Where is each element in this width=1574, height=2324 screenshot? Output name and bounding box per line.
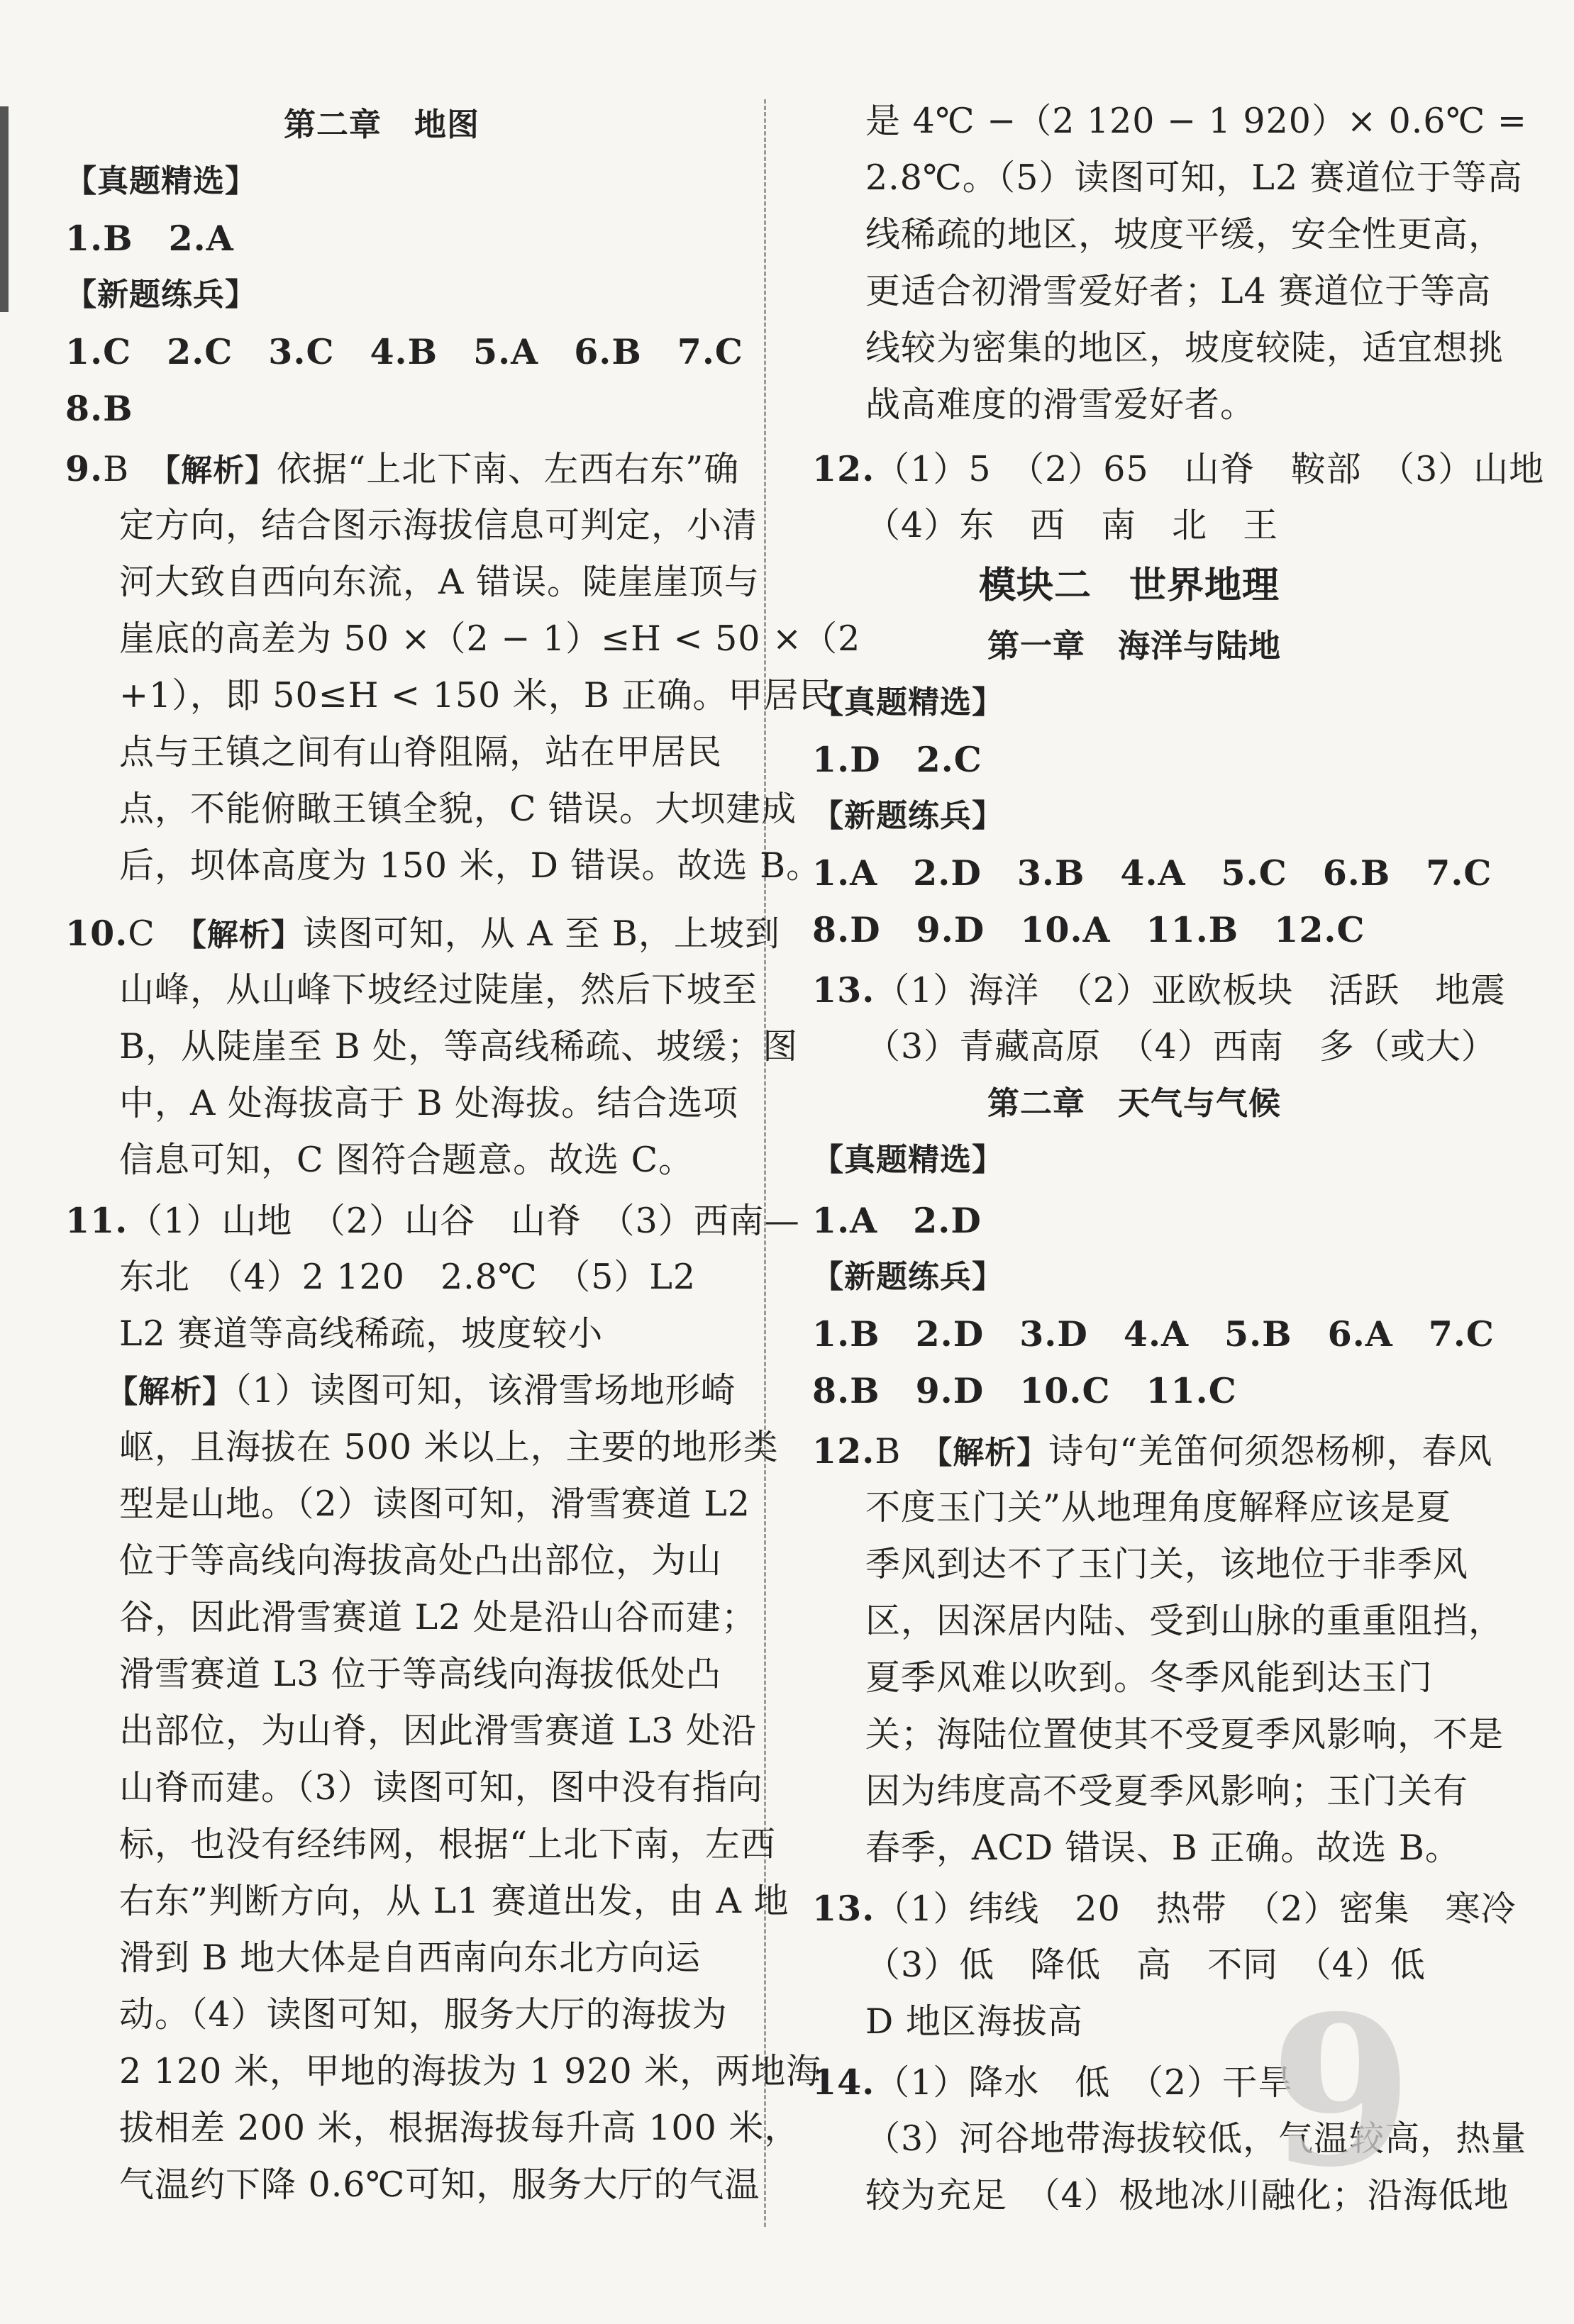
analysis-text: 读图可知，从 A 至 B，上坡到 <box>302 913 780 954</box>
chapter-title: 第一章 海洋与陆地 <box>987 627 1282 665</box>
analysis-text: 春季，ACD 错误、B 正确。故选 B。 <box>865 1828 1461 1868</box>
analysis-text: 2 120 米，甲地的海拔为 1 920 米，两地海 <box>119 2051 822 2091</box>
section-header-practice: 【新题练兵】 <box>812 1259 1004 1295</box>
section-header-practice: 【新题练兵】 <box>812 798 1004 834</box>
chapter-title: 第二章 天气与气候 <box>987 1084 1282 1122</box>
analysis-text: 标，也没有经纬网，根据“上北下南，左西 <box>119 1824 777 1864</box>
analysis-text: 型是山地。（2）读图可知，滑雪赛道 L2 <box>119 1484 750 1524</box>
analysis-tag: 【解析】 <box>190 917 303 953</box>
section-header-real-exam: 【真题精选】 <box>65 163 257 199</box>
module-title: 模块二 世界地理 <box>979 565 1280 607</box>
answer-text: （1）降水 低 （2）干旱 <box>875 2062 1294 2103</box>
analysis-text: 夏季风难以吹到。冬季风能到达玉门 <box>865 1657 1434 1698</box>
analysis-text: 是 4℃ −（2 120 − 1 920）× 0.6℃ = <box>865 101 1527 141</box>
analysis-text: 区，因深居内陆、受到山脉的重重阻挡， <box>865 1601 1504 1641</box>
analysis-text: 拔相差 200 米，根据海拔每升高 100 米， <box>119 2108 800 2148</box>
analysis-text: 山峰，从山峰下坡经过陡崖，然后下坡至 <box>119 969 758 1010</box>
analysis-text: 线较为密集的地区，坡度较陡，适宜想挑 <box>865 328 1504 368</box>
analysis-text: 信息可知，C 图符合题意。故选 C。 <box>119 1140 694 1180</box>
analysis-tag: 【解析】 <box>106 1374 234 1410</box>
question-number: 12. <box>812 448 875 489</box>
analysis-text: 谷，因此滑雪赛道 L2 处是沿山谷而建； <box>119 1597 757 1638</box>
analysis-text: 依据“上北下南、左西右东”确 <box>277 449 740 489</box>
question-number: 11. <box>65 1200 128 1241</box>
analysis-text: 岖，且海拔在 500 米以上，主要的地形类 <box>119 1427 779 1467</box>
analysis-text: 中，A 处海拔高于 B 处海拔。结合选项 <box>119 1083 739 1123</box>
analysis-text: 后，坝体高度为 150 米，D 错误。故选 B。 <box>119 845 822 886</box>
section-header-real-exam: 【真题精选】 <box>812 684 1004 721</box>
analysis-text: 定方向，结合图示海拔信息可判定，小清 <box>119 505 758 545</box>
question-12-first-line <box>812 447 1544 491</box>
analysis-first-line <box>106 1369 736 1414</box>
answer-choice: C <box>128 913 191 954</box>
analysis-text: 不度玉门关”从地理角度解释应该是夏 <box>865 1487 1452 1528</box>
answer-line: 1.B 2.A <box>65 218 234 259</box>
answer-line: 1.B 2.D 3.D 4.A 5.B 6.A 7.C <box>812 1313 1495 1355</box>
answer-text: 较为充足 （4）极地冰川融化；沿海低地 <box>865 2175 1509 2215</box>
analysis-text: 季风到达不了玉门关，该地位于非季风 <box>865 1544 1469 1584</box>
question-number: 14. <box>812 2062 875 2103</box>
answer-choice: B <box>875 1431 937 1472</box>
answer-line: 1.A 2.D <box>812 1200 982 1241</box>
answer-text: （3）河谷地带海拔较低，气温较高，热量 <box>865 2118 1527 2159</box>
analysis-text: （1）读图可知，该滑雪场地形崎 <box>234 1370 736 1411</box>
analysis-text: +1），即 50≤H < 150 米，B 正确。甲居民 <box>119 675 835 716</box>
analysis-text: 战高难度的滑雪爱好者。 <box>865 384 1256 425</box>
analysis-text: 关；海陆位置使其不受夏季风影响，不是 <box>865 1714 1504 1755</box>
question-14-first-line <box>812 2060 1293 2105</box>
answer-text: D 地区海拔高 <box>865 2001 1083 2042</box>
answer-choice: B <box>103 449 165 489</box>
analysis-text: 位于等高线向海拔高处凸出部位，为山 <box>119 1540 723 1581</box>
analysis-text: 山脊而建。（3）读图可知，图中没有指向 <box>119 1767 763 1808</box>
answer-text: L2 赛道等高线稀疏，坡度较小 <box>119 1313 604 1354</box>
chapter-title: 第二章 地图 <box>284 106 480 143</box>
question-number: 13. <box>812 1888 875 1929</box>
analysis-text: 2.8℃。（5）读图可知，L2 赛道位于等高 <box>865 157 1523 198</box>
question-9-first-line <box>65 447 739 493</box>
question-11-first-line <box>65 1199 800 1243</box>
answer-text: （1）海洋 （2）亚欧板块 活跃 地震 <box>875 970 1507 1011</box>
question-13-first-line <box>812 1886 1516 1931</box>
answer-text: （1）山地 （2）山谷 山脊 （3）西南— <box>128 1201 800 1241</box>
analysis-text: 点，不能俯瞰王镇全貌，C 错误。大坝建成 <box>119 789 797 829</box>
analysis-text: 更适合初滑雪爱好者；L4 赛道位于等高 <box>865 271 1492 311</box>
analysis-text: B，从陡崖至 B 处，等高线稀疏、坡缓；图 <box>119 1026 799 1067</box>
analysis-text: 点与王镇之间有山脊阻隔，站在甲居民 <box>119 732 723 772</box>
section-header-real-exam: 【真题精选】 <box>812 1142 1004 1178</box>
question-10-first-line <box>65 911 780 957</box>
answer-line: 1.A 2.D 3.B 4.A 5.C 6.B 7.C <box>812 852 1492 894</box>
analysis-text: 右东”判断方向，从 L1 赛道出发，由 A 地 <box>119 1881 789 1921</box>
answer-line: 8.B <box>65 388 133 429</box>
question-13-first-line <box>812 968 1506 1013</box>
answer-line: 1.C 2.C 3.C 4.B 5.A 6.B 7.C <box>65 331 743 372</box>
analysis-text: 滑到 B 地大体是自西南向东北方向运 <box>119 1937 702 1978</box>
answer-text: （1）5 （2）65 山脊 鞍部 （3）山地 <box>875 449 1545 489</box>
answer-text: （3）低 降低 高 不同 （4）低 <box>865 1945 1426 1985</box>
answer-line: 8.B 9.D 10.C 11.C <box>812 1370 1237 1411</box>
analysis-text: 线稀疏的地区，坡度平缓，安全性更高， <box>865 214 1504 255</box>
analysis-text: 诗句“羌笛何须怨杨柳，春风 <box>1048 1431 1493 1472</box>
analysis-text: 动。（4）读图可知，服务大厅的海拔为 <box>119 1994 728 2035</box>
page-edge-bar <box>0 106 9 312</box>
section-header-practice: 【新题练兵】 <box>65 277 257 313</box>
analysis-text: 气温约下降 0.6℃可知，服务大厅的气温 <box>119 2164 760 2205</box>
analysis-text: 崖底的高差为 50 ×（2 − 1）≤H < 50 ×（2 <box>119 618 861 659</box>
page-number: 9 <box>1270 1972 1413 2213</box>
analysis-text: 因为纬度高不受夏季风影响；玉门关有 <box>865 1771 1469 1811</box>
analysis-text: 出部位，为山脊，因此滑雪赛道 L3 处沿 <box>119 1711 757 1751</box>
analysis-tag: 【解析】 <box>165 452 277 489</box>
question-number: 13. <box>812 969 875 1011</box>
answer-text: （3）青藏高原 （4）西南 多（或大） <box>865 1026 1497 1067</box>
answer-line: 1.D 2.C <box>812 739 982 780</box>
question-number: 10. <box>65 913 128 954</box>
analysis-tag: 【解析】 <box>936 1435 1049 1471</box>
question-12-first-line <box>812 1429 1492 1475</box>
answer-line: 8.D 9.D 10.A 11.B 12.C <box>812 909 1365 950</box>
question-number: 12. <box>812 1430 875 1472</box>
answer-text: （4）东 西 南 北 王 <box>865 505 1279 545</box>
question-number: 9. <box>65 448 104 489</box>
answer-text: 东北 （4）2 120 2.8℃ （5）L2 <box>119 1257 697 1297</box>
analysis-text: 河大致自西向东流，A 错误。陡崖崖顶与 <box>119 562 760 602</box>
answer-text: （1）纬线 20 热带 （2）密集 寒冷 <box>875 1889 1517 1929</box>
analysis-text: 滑雪赛道 L3 位于等高线向海拔低处凸 <box>119 1654 721 1694</box>
